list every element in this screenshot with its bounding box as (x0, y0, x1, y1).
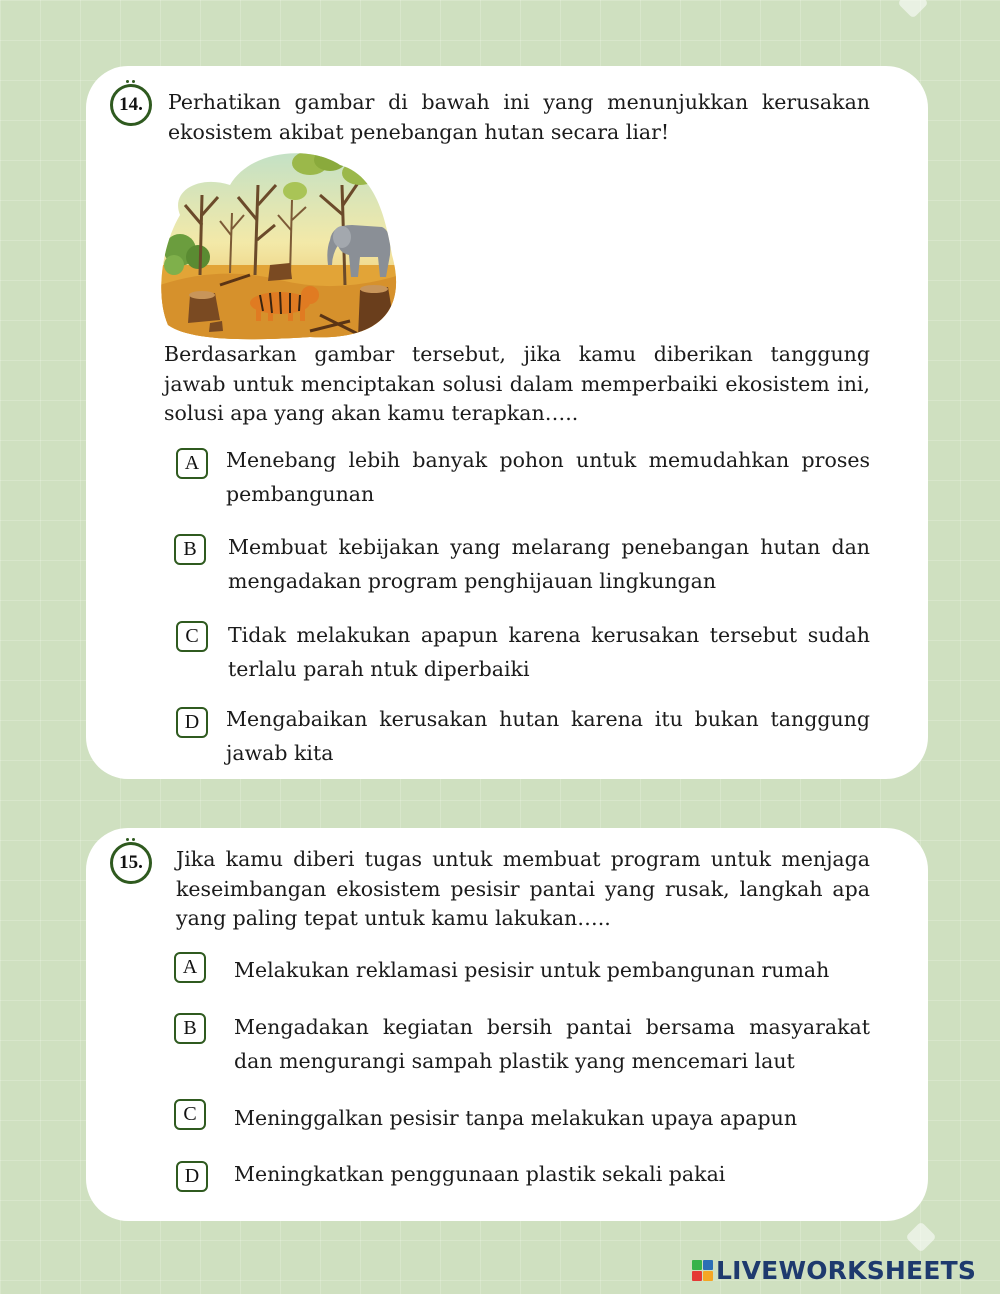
option-c-text[interactable]: Meninggalkan pesisir tanpa melakukan upaya apapun (234, 1106, 798, 1130)
option-d-text[interactable]: Meningkatkan penggunaan plastik sekali pakai (234, 1162, 726, 1186)
deforestation-illustration (160, 145, 406, 341)
option-a-text[interactable]: Menebang lebih banyak pohon untuk memudahkan proses pembangunan (226, 448, 870, 506)
option-a-button[interactable]: A (174, 952, 206, 983)
option-b-button[interactable]: B (174, 1013, 206, 1044)
option-d-button[interactable]: D (176, 707, 208, 738)
option-d-text[interactable]: Mengabaikan kerusakan hutan karena itu bukan tanggung jawab kita (226, 707, 870, 765)
option-c-button[interactable]: C (174, 1099, 206, 1130)
question-14-text: Berdasarkan gambar tersebut, jika kamu diberikan tanggung jawab untuk menciptakan solusi dalam memperbaiki ekosistem ini, solusi apa yang akan kamu terapkan….. (164, 342, 870, 425)
question-number-15: 15. (110, 842, 152, 884)
question-14-prompt: Perhatikan gambar di bawah ini yang menunjukkan kerusakan ekosistem akibat penebangan hutan secara liar! (168, 90, 870, 144)
option-c-text[interactable]: Tidak melakukan apapun karena kerusakan tersebut sudah terlalu parah ntuk diperbaiki (228, 623, 870, 681)
option-b-text[interactable]: Mengadakan kegiatan bersih pantai bersama masyarakat dan mengurangi sampah plastik yang mencemari laut (234, 1015, 870, 1073)
logo-text: LIVEWORKSHEETS (716, 1256, 977, 1285)
option-c-button[interactable]: C (176, 621, 208, 652)
option-d-button[interactable]: D (176, 1161, 208, 1192)
liveworksheets-logo[interactable] (692, 1256, 976, 1285)
question-number-14: 14. (110, 84, 152, 126)
option-b-text[interactable]: Membuat kebijakan yang melarang penebangan hutan dan mengadakan program penghijauan lingkungan (228, 535, 870, 593)
corner-decoration (905, 1221, 936, 1252)
corner-decoration (897, 0, 928, 19)
option-a-button[interactable]: A (176, 448, 208, 479)
option-a-text[interactable]: Melakukan reklamasi pesisir untuk pembangunan rumah (234, 958, 830, 982)
question-15-text: Jika kamu diberi tugas untuk membuat program untuk menjaga keseimbangan ekosistem pesisir pantai yang rusak, langkah apa yang paling tepat untuk kamu lakukan….. (176, 847, 870, 930)
option-b-button[interactable]: B (174, 534, 206, 565)
logo-blocks-icon (692, 1260, 713, 1281)
